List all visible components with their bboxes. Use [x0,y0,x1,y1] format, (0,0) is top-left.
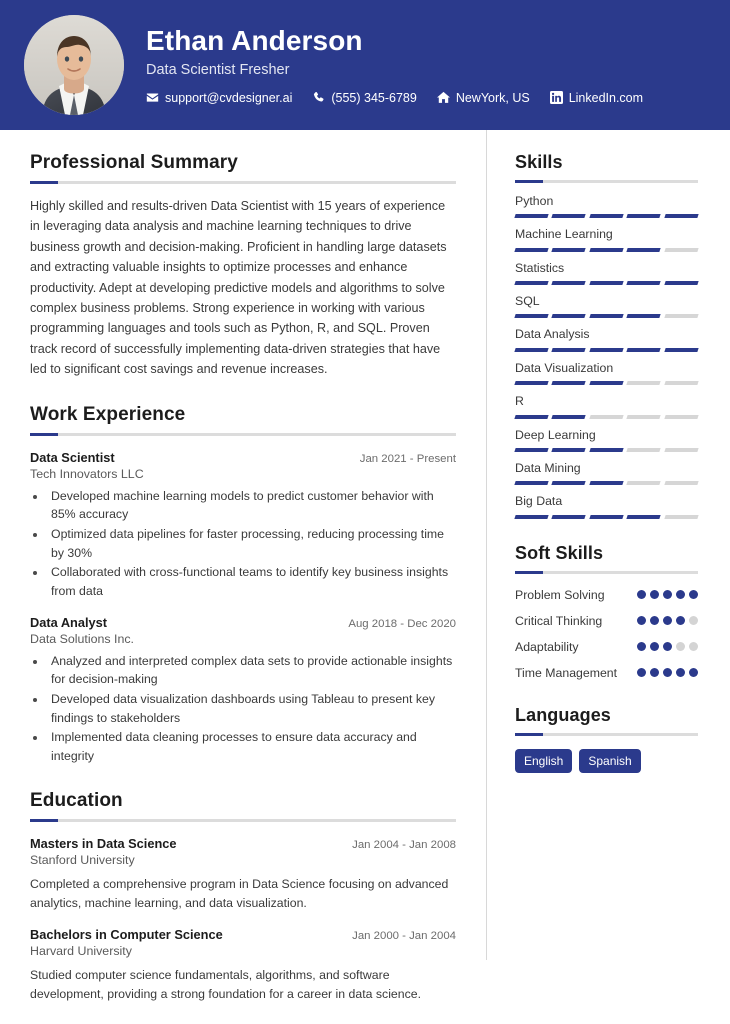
rating-dot [637,668,646,677]
skill-segment [552,415,587,419]
education-entry-header [30,927,456,942]
skill-segment [627,248,662,252]
skill-name: Python [515,194,554,208]
languages-heading: Languages [515,705,611,726]
skill-segment [589,415,624,419]
work-bullet: • Collaborated with cross-functional teams to identify key business insights from data [47,563,456,600]
skill-segment [589,381,624,385]
skill-level-bar [515,381,698,385]
contact-email-text: support@cvdesigner.ai [165,90,293,105]
rating-dot [663,616,672,625]
job-title: Data Scientist Fresher [146,61,290,78]
summary-heading: Professional Summary [30,152,238,173]
section-rule [30,181,456,184]
work-entry [30,450,456,601]
skill-level-bar [515,314,698,318]
skill-segment [514,515,549,519]
work-heading: Work Experience [30,403,186,425]
skill-item [515,261,698,285]
skill-segment [514,214,549,218]
skill-item [515,494,698,518]
rating-dot [689,668,698,677]
rating-dot [689,590,698,599]
section-professional-summary [30,152,456,380]
skill-segment [627,314,662,318]
skill-level-bar [515,448,698,452]
skill-segment [627,515,662,519]
contact-email[interactable] [146,91,292,105]
soft-skill-item [515,665,698,681]
skill-segment [627,415,662,419]
skill-item [515,428,698,452]
section-rule [30,433,456,436]
work-organization: Data Solutions Inc. [30,631,135,646]
skill-segment [664,314,699,318]
skill-segment [627,448,662,452]
skill-item [515,394,698,418]
rating-dot [676,668,685,677]
skill-segment [589,281,624,285]
work-bullet: • Developed machine learning models to predict customer behavior with 85% accuracy [47,487,456,524]
education-school: Harvard University [30,944,132,959]
soft-skills-list [515,587,698,682]
work-bullet: • Implemented data cleaning processes to ensure data accuracy and integrity [47,728,456,765]
rating-dot [663,668,672,677]
section-skills [515,152,698,519]
location-icon [437,91,450,104]
rating-dot [637,616,646,625]
skill-name: Deep Learning [515,427,596,442]
section-rule [515,571,698,574]
rating-dot [650,668,659,677]
section-rule [30,819,456,822]
rating-dot [650,590,659,599]
skill-segment [664,281,699,285]
skill-item [515,361,698,385]
skill-segment [664,515,699,519]
education-school: Stanford University [30,852,135,867]
skill-segment [627,214,662,218]
skill-segment [514,281,549,285]
contact-linkedin-text: LinkedIn.com [568,90,644,105]
work-entry-header [30,450,456,465]
skill-segment [514,481,549,485]
skill-segment [627,281,662,285]
skill-segment [514,248,549,252]
education-entry-list [30,836,456,1005]
rating-dot [663,642,672,651]
education-entry [30,836,456,913]
linkedin-icon [550,91,563,104]
skill-item [515,194,698,218]
skill-segment [627,348,662,352]
skill-segment [552,214,587,218]
contact-phone[interactable] [312,91,416,105]
work-entry-header [30,615,456,630]
section-rule [515,733,698,736]
skill-segment [664,448,699,452]
skill-segment [552,248,587,252]
education-heading: Education [30,789,123,811]
education-date: Jan 2004 - Jan 2008 [352,838,456,851]
rating-dot [676,642,685,651]
education-degree: Masters in Data Science [30,835,177,851]
skill-segment [589,248,624,252]
work-bullet: • Optimized data pipelines for faster processing, reducing processing time by 30% [47,525,456,562]
work-entry-list [30,450,456,766]
education-entry [30,927,456,1004]
soft-skill-name: Critical Thinking [515,613,603,628]
summary-text: Highly skilled and results-driven Data Scientist with 15 years of experience in leveraging data analysis and machine learning techniques to drive business growth and decision-making. Proficient in handling large datasets and extracting valuable insights to optimize processes and enhance productivity. Adept at developing predictive models and algorithms to solve complex business problems. Strong experience in working with various programming languages and tools such as Python, R, and SQL. Proven track record of successfully implementing data-driven strategies that have led to significant cost savings and revenue increases. [30,199,447,377]
skill-level-bar [515,281,698,285]
section-rule [515,180,698,183]
contact-linkedin[interactable] [550,91,643,105]
skills-heading: Skills [515,152,563,172]
rating-dot [650,642,659,651]
skill-segment [664,248,699,252]
skill-segment [664,381,699,385]
skill-segment [589,348,624,352]
skill-segment [552,515,587,519]
work-bullet: • Analyzed and interpreted complex data sets to provide actionable insights for decision-making [47,652,456,689]
work-entry [30,615,456,766]
education-description: Studied computer science fundamentals, algorithms, and software development, providing a strong foundation for a career in data science. [30,968,422,1002]
soft-skills-heading: Soft Skills [515,542,604,563]
header-text [146,25,706,104]
work-bullet-list [30,487,456,601]
section-soft-skills [515,543,698,682]
education-date: Jan 2000 - Jan 2004 [352,930,456,943]
skill-level-bar [515,481,698,485]
skill-name: Big Data [515,494,563,509]
skill-segment [514,381,549,385]
skill-segment [627,381,662,385]
skill-segment [514,314,549,318]
skill-segment [589,314,624,318]
rating-dot [676,590,685,599]
skill-segment [664,348,699,352]
rating-dot [663,590,672,599]
education-entry-header [30,836,456,851]
skill-segment [664,214,699,218]
skill-name: Data Analysis [515,327,590,342]
skill-segment [514,415,549,419]
email-icon [146,91,159,104]
rating-dot [637,642,646,651]
skill-name: Data Visualization [515,360,614,375]
skill-segment [589,481,624,485]
skill-item [515,461,698,485]
skill-segment [589,214,624,218]
skill-segment [664,415,699,419]
language-badge-list [515,749,698,773]
soft-skill-name: Problem Solving [515,587,605,602]
work-role: Data Analyst [30,614,108,630]
skill-level-bar [515,515,698,519]
contact-location[interactable] [437,91,530,105]
contact-phone-text: (555) 345-6789 [331,90,417,105]
rating-dot [689,642,698,651]
contact-location-text: NewYork, US [455,90,530,105]
skill-name: Data Mining [515,460,581,475]
skill-segment [552,381,587,385]
right-column [487,130,730,1024]
skill-level-bar [515,214,698,218]
rating-dot [676,616,685,625]
soft-skill-item [515,613,698,629]
section-education [30,790,456,1005]
full-name: Ethan Anderson [146,25,363,57]
soft-skill-name: Time Management [515,666,618,681]
rating-dot [650,616,659,625]
soft-skill-item [515,587,698,603]
skill-segment [589,448,624,452]
skill-segment [552,281,587,285]
soft-skill-name: Adaptability [515,640,579,655]
skill-segment [552,481,587,485]
resume-body [0,130,730,1024]
language-badge[interactable]: English [515,749,572,773]
soft-skill-rating [637,665,698,677]
skill-segment [552,314,587,318]
work-date: Jan 2021 - Present [359,452,456,465]
work-role: Data Scientist [30,449,115,465]
skill-level-bar [515,348,698,352]
skill-level-bar [515,415,698,419]
skill-name: Machine Learning [515,227,613,242]
soft-skill-rating [637,613,698,625]
skills-list [515,194,698,519]
skill-segment [514,348,549,352]
profile-photo-icon [24,15,124,115]
resume-header [0,0,730,130]
skill-segment [552,448,587,452]
work-bullet-list [30,652,456,766]
skill-segment [552,348,587,352]
education-degree: Bachelors in Computer Science [30,927,223,943]
contact-list [146,91,706,105]
skill-level-bar [515,248,698,252]
section-work-experience [30,404,456,766]
avatar [24,15,124,115]
section-languages [515,705,698,773]
skill-name: Statistics [515,260,565,275]
skill-item [515,294,698,318]
soft-skill-item [515,639,698,655]
skill-segment [514,448,549,452]
language-badge[interactable]: Spanish [579,749,640,773]
work-date: Aug 2018 - Dec 2020 [348,617,456,630]
skill-name: R [515,394,524,409]
rating-dot [637,590,646,599]
left-column [0,130,486,1024]
phone-icon [312,91,325,104]
skill-segment [664,481,699,485]
skill-segment [589,515,624,519]
soft-skill-rating [637,639,698,651]
skill-segment [627,481,662,485]
soft-skill-rating [637,587,698,599]
rating-dot [689,616,698,625]
education-description: Completed a comprehensive program in Data Science focusing on advanced analytics, machine learning, and data visualization. [30,876,449,910]
skill-item [515,327,698,351]
skill-item [515,227,698,251]
skill-name: SQL [515,294,540,309]
work-bullet: • Developed data visualization dashboards using Tableau to present key findings to stakeholders [47,690,456,727]
work-organization: Tech Innovators LLC [30,466,144,481]
